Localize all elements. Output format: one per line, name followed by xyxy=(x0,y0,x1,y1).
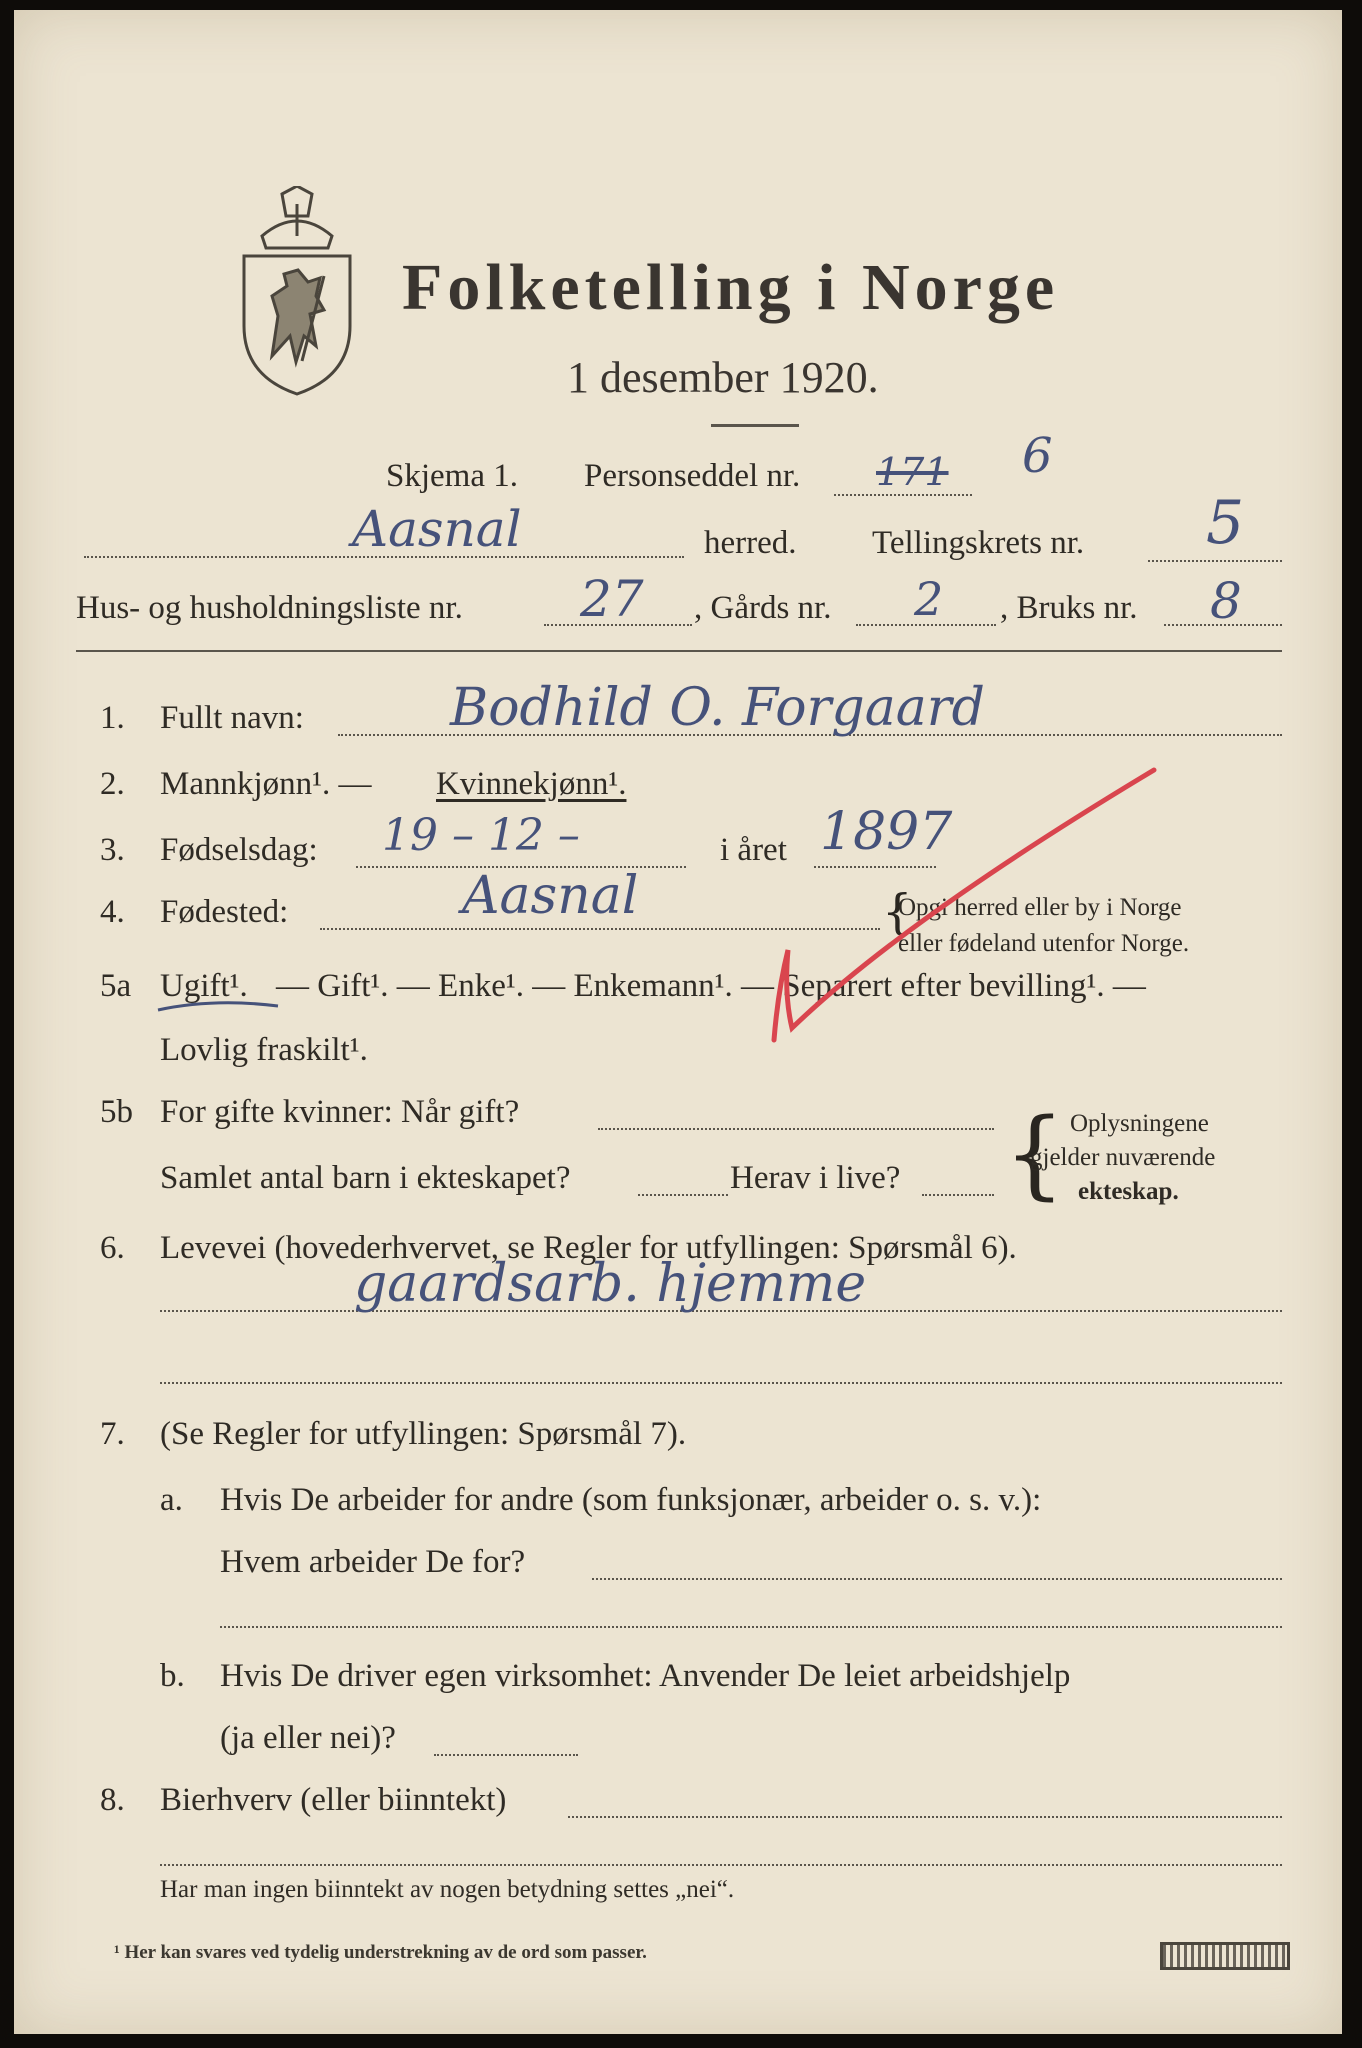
gards-label: , Gårds nr. xyxy=(694,590,832,626)
q5b-number: 5b xyxy=(100,1094,133,1130)
q5b-line2a: Samlet antal barn i ekteskapet? xyxy=(160,1160,571,1196)
q7a-line1: Hvis De arbeider for andre (som funksjonær, arbeider o. s. v.): xyxy=(220,1482,1042,1518)
q5a-line2: Lovlig fraskilt¹. xyxy=(160,1032,368,1068)
q5b-note-line3: ekteskap. xyxy=(1078,1178,1179,1205)
q5b-line2b-dots xyxy=(922,1194,994,1196)
q4-note-brace: { xyxy=(882,884,913,940)
q2-male: Mannkjønn¹. — xyxy=(160,766,372,802)
q5a-options: — Gift¹. — Enke¹. — Enkemann¹. — Separert efter bevilling¹. — xyxy=(276,968,1146,1004)
title-rule xyxy=(711,424,799,427)
herred-label: herred. xyxy=(704,525,797,561)
q5b-line2b: Herav i live? xyxy=(730,1160,901,1196)
biinntekt-note: Har man ingen biinntekt av nogen betydning settes „nei“. xyxy=(160,1876,735,1903)
q1-number: 1. xyxy=(100,700,125,736)
q5b-note-line2: gjelder nuværende xyxy=(1030,1144,1216,1171)
q4-label: Fødested: xyxy=(160,894,289,930)
red-check-mark xyxy=(754,750,1194,1060)
q8-number: 8. xyxy=(100,1782,125,1818)
q4-note-line2: eller fødeland utenfor Norge. xyxy=(898,930,1190,957)
printer-stamp xyxy=(1160,1942,1290,1970)
q2-female-underlined: Kvinnekjønn¹. xyxy=(436,766,627,802)
census-form xyxy=(14,10,1342,2034)
herred-value: Aasnal xyxy=(352,500,522,558)
husholdningsliste-value: 27 xyxy=(580,570,644,628)
coat-of-arms-icon xyxy=(232,186,362,396)
q7-label: (Se Regler for utfyllingen: Spørsmål 7). xyxy=(160,1416,687,1452)
footnote: ¹ Her kan svares ved tydelig understrekning av de ord som passer. xyxy=(114,1942,647,1963)
tellingskrets-line xyxy=(1148,560,1282,562)
q5b-line2a-dots xyxy=(638,1194,728,1196)
q7b-line2: (ja eller nei)? xyxy=(220,1720,396,1756)
q5b-line1: For gifte kvinner: Når gift? xyxy=(160,1094,520,1130)
q7b-line2-dots xyxy=(434,1754,578,1756)
q4-number: 4. xyxy=(100,894,125,930)
ugift-underline-mark xyxy=(154,992,284,1022)
q4-note-line1: Opgi herred eller by i Norge xyxy=(898,894,1182,921)
q7a-number: a. xyxy=(160,1482,183,1518)
personseddel-label: Personseddel nr. xyxy=(584,458,801,494)
q2-number: 2. xyxy=(100,766,125,802)
form-title: Folketelling i Norge xyxy=(402,251,1060,324)
bruks-value: 8 xyxy=(1210,572,1242,630)
q3-year-value: 1897 xyxy=(820,802,953,862)
q5b-note-brace: { xyxy=(1004,1098,1066,1210)
q3-year-label: i året xyxy=(720,832,787,868)
q6-label: Levevei (hovederhvervet, se Regler for utfyllingen: Spørsmål 6). xyxy=(160,1230,1017,1266)
census-date: 1 desember 1920. xyxy=(567,353,879,402)
schema-label: Skjema 1. xyxy=(386,458,518,494)
q6-number: 6. xyxy=(100,1230,125,1266)
q5a-number: 5a xyxy=(100,968,132,1004)
husholdningsliste-label: Hus- og husholdningsliste nr. xyxy=(76,590,463,626)
q4-value: Aasnal xyxy=(462,866,639,926)
q8-line2 xyxy=(160,1864,1282,1866)
q7a-line2-dots xyxy=(592,1578,1282,1580)
tellingskrets-label: Tellingskrets nr. xyxy=(872,525,1085,561)
q3-value: 19 – 12 – xyxy=(382,810,580,861)
q5b-line1-dots xyxy=(598,1128,994,1130)
q3-number: 3. xyxy=(100,832,125,868)
bruks-label: , Bruks nr. xyxy=(1000,590,1138,626)
gards-value: 2 xyxy=(914,572,944,626)
q7b-number: b. xyxy=(160,1658,185,1694)
q8-label: Bierhverv (eller biinntekt) xyxy=(160,1782,507,1818)
q6-line2 xyxy=(160,1382,1282,1384)
q3-label: Fødselsdag: xyxy=(160,832,318,868)
q1-value: Bodhild O. Forgaard xyxy=(450,678,985,738)
q7-number: 7. xyxy=(100,1416,125,1452)
personseddel-line xyxy=(834,494,972,496)
q8-line1 xyxy=(568,1816,1282,1818)
q7b-line1: Hvis De driver egen virksomhet: Anvender De leiet arbeidshjelp xyxy=(220,1658,1071,1694)
personseddel-struck-value: 171 xyxy=(876,450,949,494)
q1-label: Fullt navn: xyxy=(160,700,304,736)
q5a-ugift-selected: Ugift¹. xyxy=(160,968,248,1004)
personseddel-value: 6 xyxy=(1022,428,1053,484)
q7a-line2: Hvem arbeider De for? xyxy=(220,1544,526,1580)
q7a-line3-dots xyxy=(220,1626,1282,1628)
q5b-note-line1: Oplysningene xyxy=(1070,1110,1209,1137)
tellingskrets-value: 5 xyxy=(1206,488,1245,558)
header-divider xyxy=(76,650,1282,652)
q6-value: gaardsarb. hjemme xyxy=(354,1254,867,1314)
